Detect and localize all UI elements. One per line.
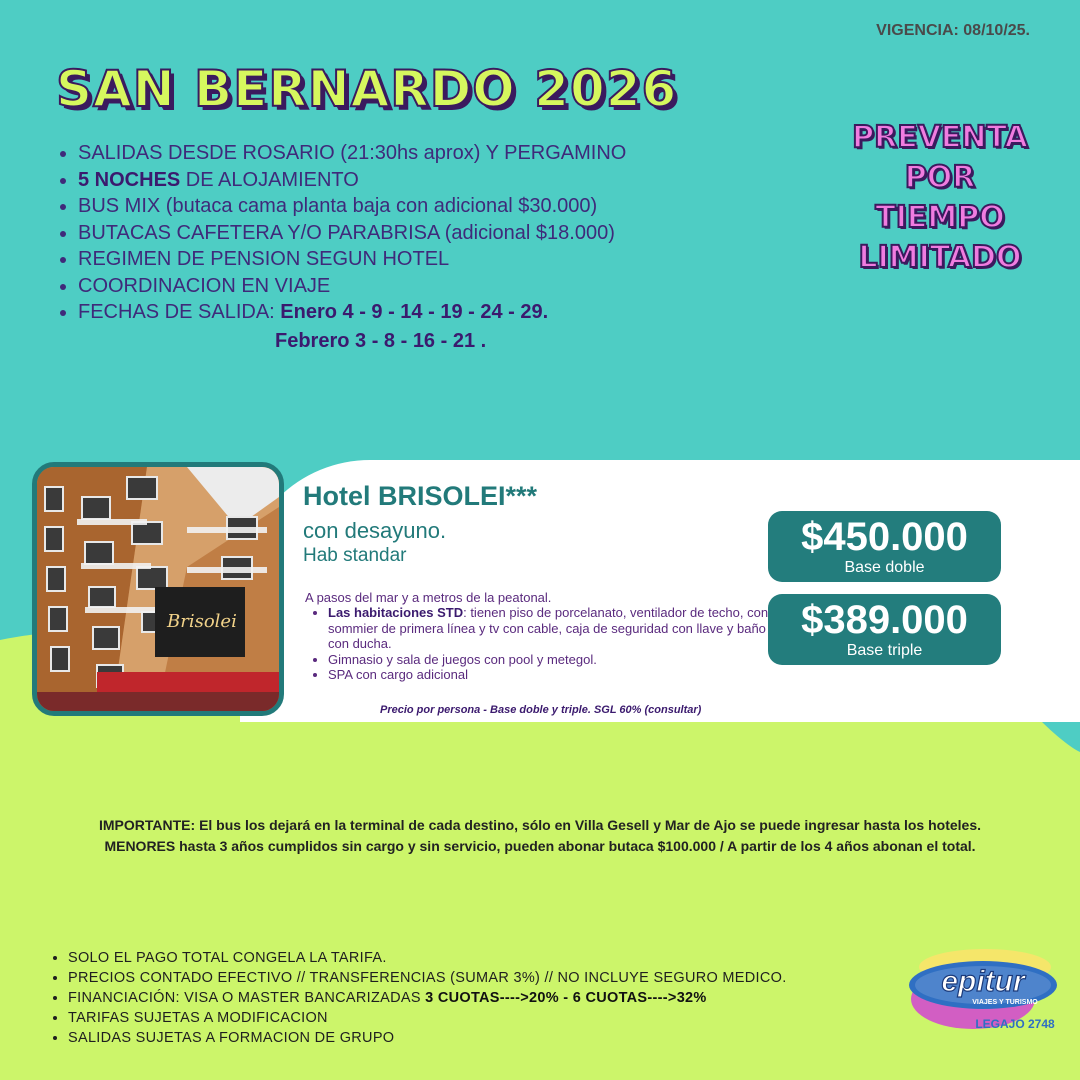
presale-badge [830, 118, 1050, 278]
presale-line: LIMITADO [858, 240, 1022, 275]
presale-line: POR [904, 160, 976, 195]
feature-item: • SALIDAS DESDE ROSARIO (21:30hs aprox) Y PERGAMINO [78, 140, 626, 167]
price-base: Base triple [846, 642, 923, 659]
hotel-board: con desayuno. [303, 518, 447, 543]
hotel-intro: A pasos del mar y a metros de la peatonal. [305, 590, 552, 605]
condition-item: • PRECIOS CONTADO EFECTIVO // TRANSFERENCIAS (SUMAR 3%) // NO INCLUYE SEGURO MEDICO. [68, 968, 787, 988]
amenity-item: • Gimnasio y sala de juegos con pool y metegol. [328, 652, 788, 668]
feature-item: • REGIMEN DE PENSION SEGUN HOTEL [78, 246, 626, 273]
important-line: MENORES hasta 3 años cumplidos sin cargo y sin servicio, pueden abonar butaca $100.000 / A partir de los 4 años abonan el total. [104, 838, 976, 854]
important-line: IMPORTANTE: El bus los dejará en la terminal de cada destino, sólo en Villa Gesell y Mar de Ajo se puede ingresar hasta los hoteles. [99, 817, 981, 833]
logo-legajo: LEGAJO 2748 [975, 1017, 1055, 1031]
condition-item: • TARIFAS SUJETAS A MODIFICACION [68, 1008, 787, 1028]
hotel-building-image [37, 467, 279, 711]
condition-item: • SOLO EL PAGO TOTAL CONGELA LA TARIFA. [68, 948, 787, 968]
condition-item: • FINANCIACIÓN: VISA O MASTER BANCARIZADAS 3 CUOTAS---->20% - 6 CUOTAS---->32% [68, 988, 787, 1008]
feature-item: • 5 NOCHES DE ALOJAMIENTO [78, 167, 626, 194]
feature-item: • BUS MIX (butaca cama planta baja con adicional $30.000) [78, 193, 626, 220]
feature-item: • FECHAS DE SALIDA: Enero 4 - 9 - 14 - 19 - 24 - 29. [78, 299, 626, 326]
price-box-triple [768, 594, 1001, 665]
page-title: SAN BERNARDO 2026 [56, 60, 678, 118]
feature-item: • COORDINACION EN VIAJE [78, 273, 626, 300]
price-note: Precio por persona - Base doble y triple. SGL 60% (consultar) [380, 704, 702, 716]
validity-date: VIGENCIA: 08/10/25. [876, 22, 1030, 39]
price-box-double [768, 511, 1001, 582]
features-list [58, 140, 626, 326]
logo-tagline: VIAJES Y TURISMO [972, 999, 1038, 1006]
dates-enero: Enero 4 - 9 - 14 - 19 - 24 - 29. [280, 301, 549, 323]
presale-line: TIEMPO [875, 200, 1005, 235]
dates-febrero: Febrero 3 - 8 - 16 - 21 . [275, 330, 487, 352]
feature-item: • BUTACAS CAFETERA Y/O PARABRISA (adicional $18.000) [78, 220, 626, 247]
price-amount: $450.000 [801, 515, 968, 559]
amenity-item: • SPA con cargo adicional [328, 667, 788, 683]
logo-name: epitur [941, 965, 1025, 998]
conditions-list [50, 948, 787, 1048]
hotel-photo [32, 462, 284, 716]
important-notice [20, 815, 1060, 857]
hotel-amenities [310, 605, 788, 683]
price-base: Base doble [844, 559, 925, 576]
presale-line: PREVENTA [852, 120, 1028, 155]
hotel-sign-text: Brisolei [167, 611, 237, 632]
price-amount: $389.000 [801, 598, 968, 642]
hotel-room-type: Hab standar [303, 545, 407, 566]
epitur-logo [905, 945, 1060, 1040]
condition-item: • SALIDAS SUJETAS A FORMACION DE GRUPO [68, 1028, 787, 1048]
amenity-item: • Las habitaciones STD: tienen piso de porcelanato, ventilador de techo, con sommier de primera línea y tv con cable, caja de seguridad con llave y baño con ducha. [328, 605, 788, 652]
hotel-name: Hotel BRISOLEI*** [303, 481, 538, 511]
